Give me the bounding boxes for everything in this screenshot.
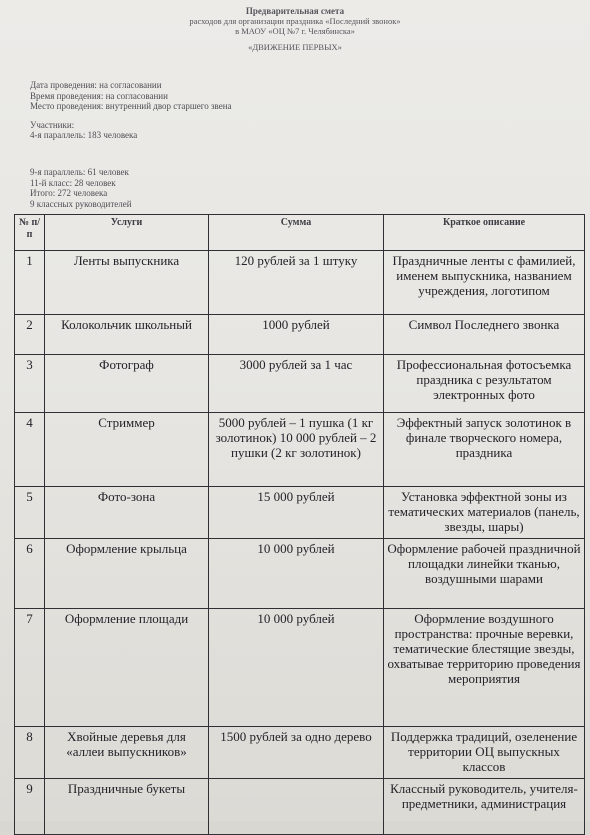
row-service: Колокольчик школьный — [45, 315, 209, 355]
row-service: Хвойные деревья для «аллеи выпускников» — [45, 727, 209, 779]
row-service: Фото-зона — [45, 487, 209, 539]
row-service: Стриммер — [45, 413, 209, 487]
row-sum: 1500 рублей за одно дерево — [209, 727, 384, 779]
document-title: Предварительная смета — [245, 6, 345, 16]
table-row — [15, 487, 585, 539]
row-description: Установка эффектной зоны из тематических материалов (панель, звезды, шары) — [384, 487, 585, 539]
participants-title: Участники: — [30, 119, 75, 130]
row-description: Символ Последнего звонка — [384, 315, 585, 355]
header-sum: Сумма — [209, 215, 384, 251]
participants-stats — [30, 167, 132, 209]
table-row — [15, 413, 585, 487]
table-row — [15, 355, 585, 413]
row-description: Оформление воздушного пространства: прочные веревки, тематические блестящие звезды, охватывае территорию проведения мероприятия — [384, 609, 585, 727]
row-number: 9 — [15, 779, 45, 835]
school-name: в МАОУ «ОЦ №7 г. Челябинска» — [235, 26, 355, 36]
participants-p9: 9-я параллель: 61 человек — [30, 167, 129, 177]
row-number: 8 — [15, 727, 45, 779]
header-number: № п/п — [15, 215, 45, 251]
document-subtitle: расходов для организации праздника «Последний звонок» — [189, 16, 401, 26]
row-number: 6 — [15, 539, 45, 609]
row-description: Эффектный запуск золотинок в финале творческого номера, праздника — [384, 413, 585, 487]
header-service: Услуги — [45, 215, 209, 251]
table-row — [15, 609, 585, 727]
row-number: 3 — [15, 355, 45, 413]
row-sum: 5000 рублей – 1 пушка (1 кг золотинок) 10 000 рублей – 2 пушки (2 кг золотинок) — [209, 413, 384, 487]
table-row — [15, 251, 585, 315]
estimate-table — [14, 214, 585, 835]
participants-p4: 4-я параллель: 183 человека — [30, 130, 138, 140]
event-name: «ДВИЖЕНИЕ ПЕРВЫХ» — [248, 42, 342, 52]
row-number: 4 — [15, 413, 45, 487]
row-service: Фотограф — [45, 355, 209, 413]
row-service: Оформление площади — [45, 609, 209, 727]
row-service: Ленты выпускника — [45, 251, 209, 315]
row-sum: 120 рублей за 1 штуку — [209, 251, 384, 315]
row-sum: 10 000 рублей — [209, 539, 384, 609]
table-row — [15, 727, 585, 779]
row-description: Классный руководитель, учителя-предметники, администрация — [384, 779, 585, 835]
row-service: Праздничные букеты — [45, 779, 209, 835]
participants-p11: 11-й класс: 28 человек — [30, 177, 116, 188]
row-sum — [209, 779, 384, 835]
event-info — [30, 80, 232, 141]
event-place: Место проведения: внутренний двор старшего звена — [30, 101, 232, 111]
table-header-row — [15, 215, 585, 251]
participants-total: Итого: 272 человека — [30, 188, 108, 198]
row-description: Праздничные ленты с фамилией, именем выпускника, названием учреждения, логотипом — [384, 251, 585, 315]
row-number: 1 — [15, 251, 45, 315]
row-description: Оформление рабочей праздничной площадки линейки тканью, воздушными шарами — [384, 539, 585, 609]
row-number: 5 — [15, 487, 45, 539]
event-time: Время проведения: на согласовании — [30, 90, 168, 101]
row-sum: 10 000 рублей — [209, 609, 384, 727]
event-date: Дата проведения: на согласовании — [30, 80, 162, 90]
row-service: Оформление крыльца — [45, 539, 209, 609]
row-description: Профессиональная фотосъемка праздника с результатом электронных фото — [384, 355, 585, 413]
row-sum: 3000 рублей за 1 час — [209, 355, 384, 413]
row-sum: 15 000 рублей — [209, 487, 384, 539]
table-row — [15, 539, 585, 609]
table-row — [15, 779, 585, 835]
header-description: Краткое описание — [384, 215, 585, 251]
row-sum: 1000 рублей — [209, 315, 384, 355]
row-number: 2 — [15, 315, 45, 355]
row-description: Поддержка традиций, озеленение территории ОЦ выпускных классов — [384, 727, 585, 779]
table-row — [15, 315, 585, 355]
class-leaders: 9 классных руководителей — [30, 198, 132, 209]
row-number: 7 — [15, 609, 45, 727]
document-header — [0, 6, 590, 52]
